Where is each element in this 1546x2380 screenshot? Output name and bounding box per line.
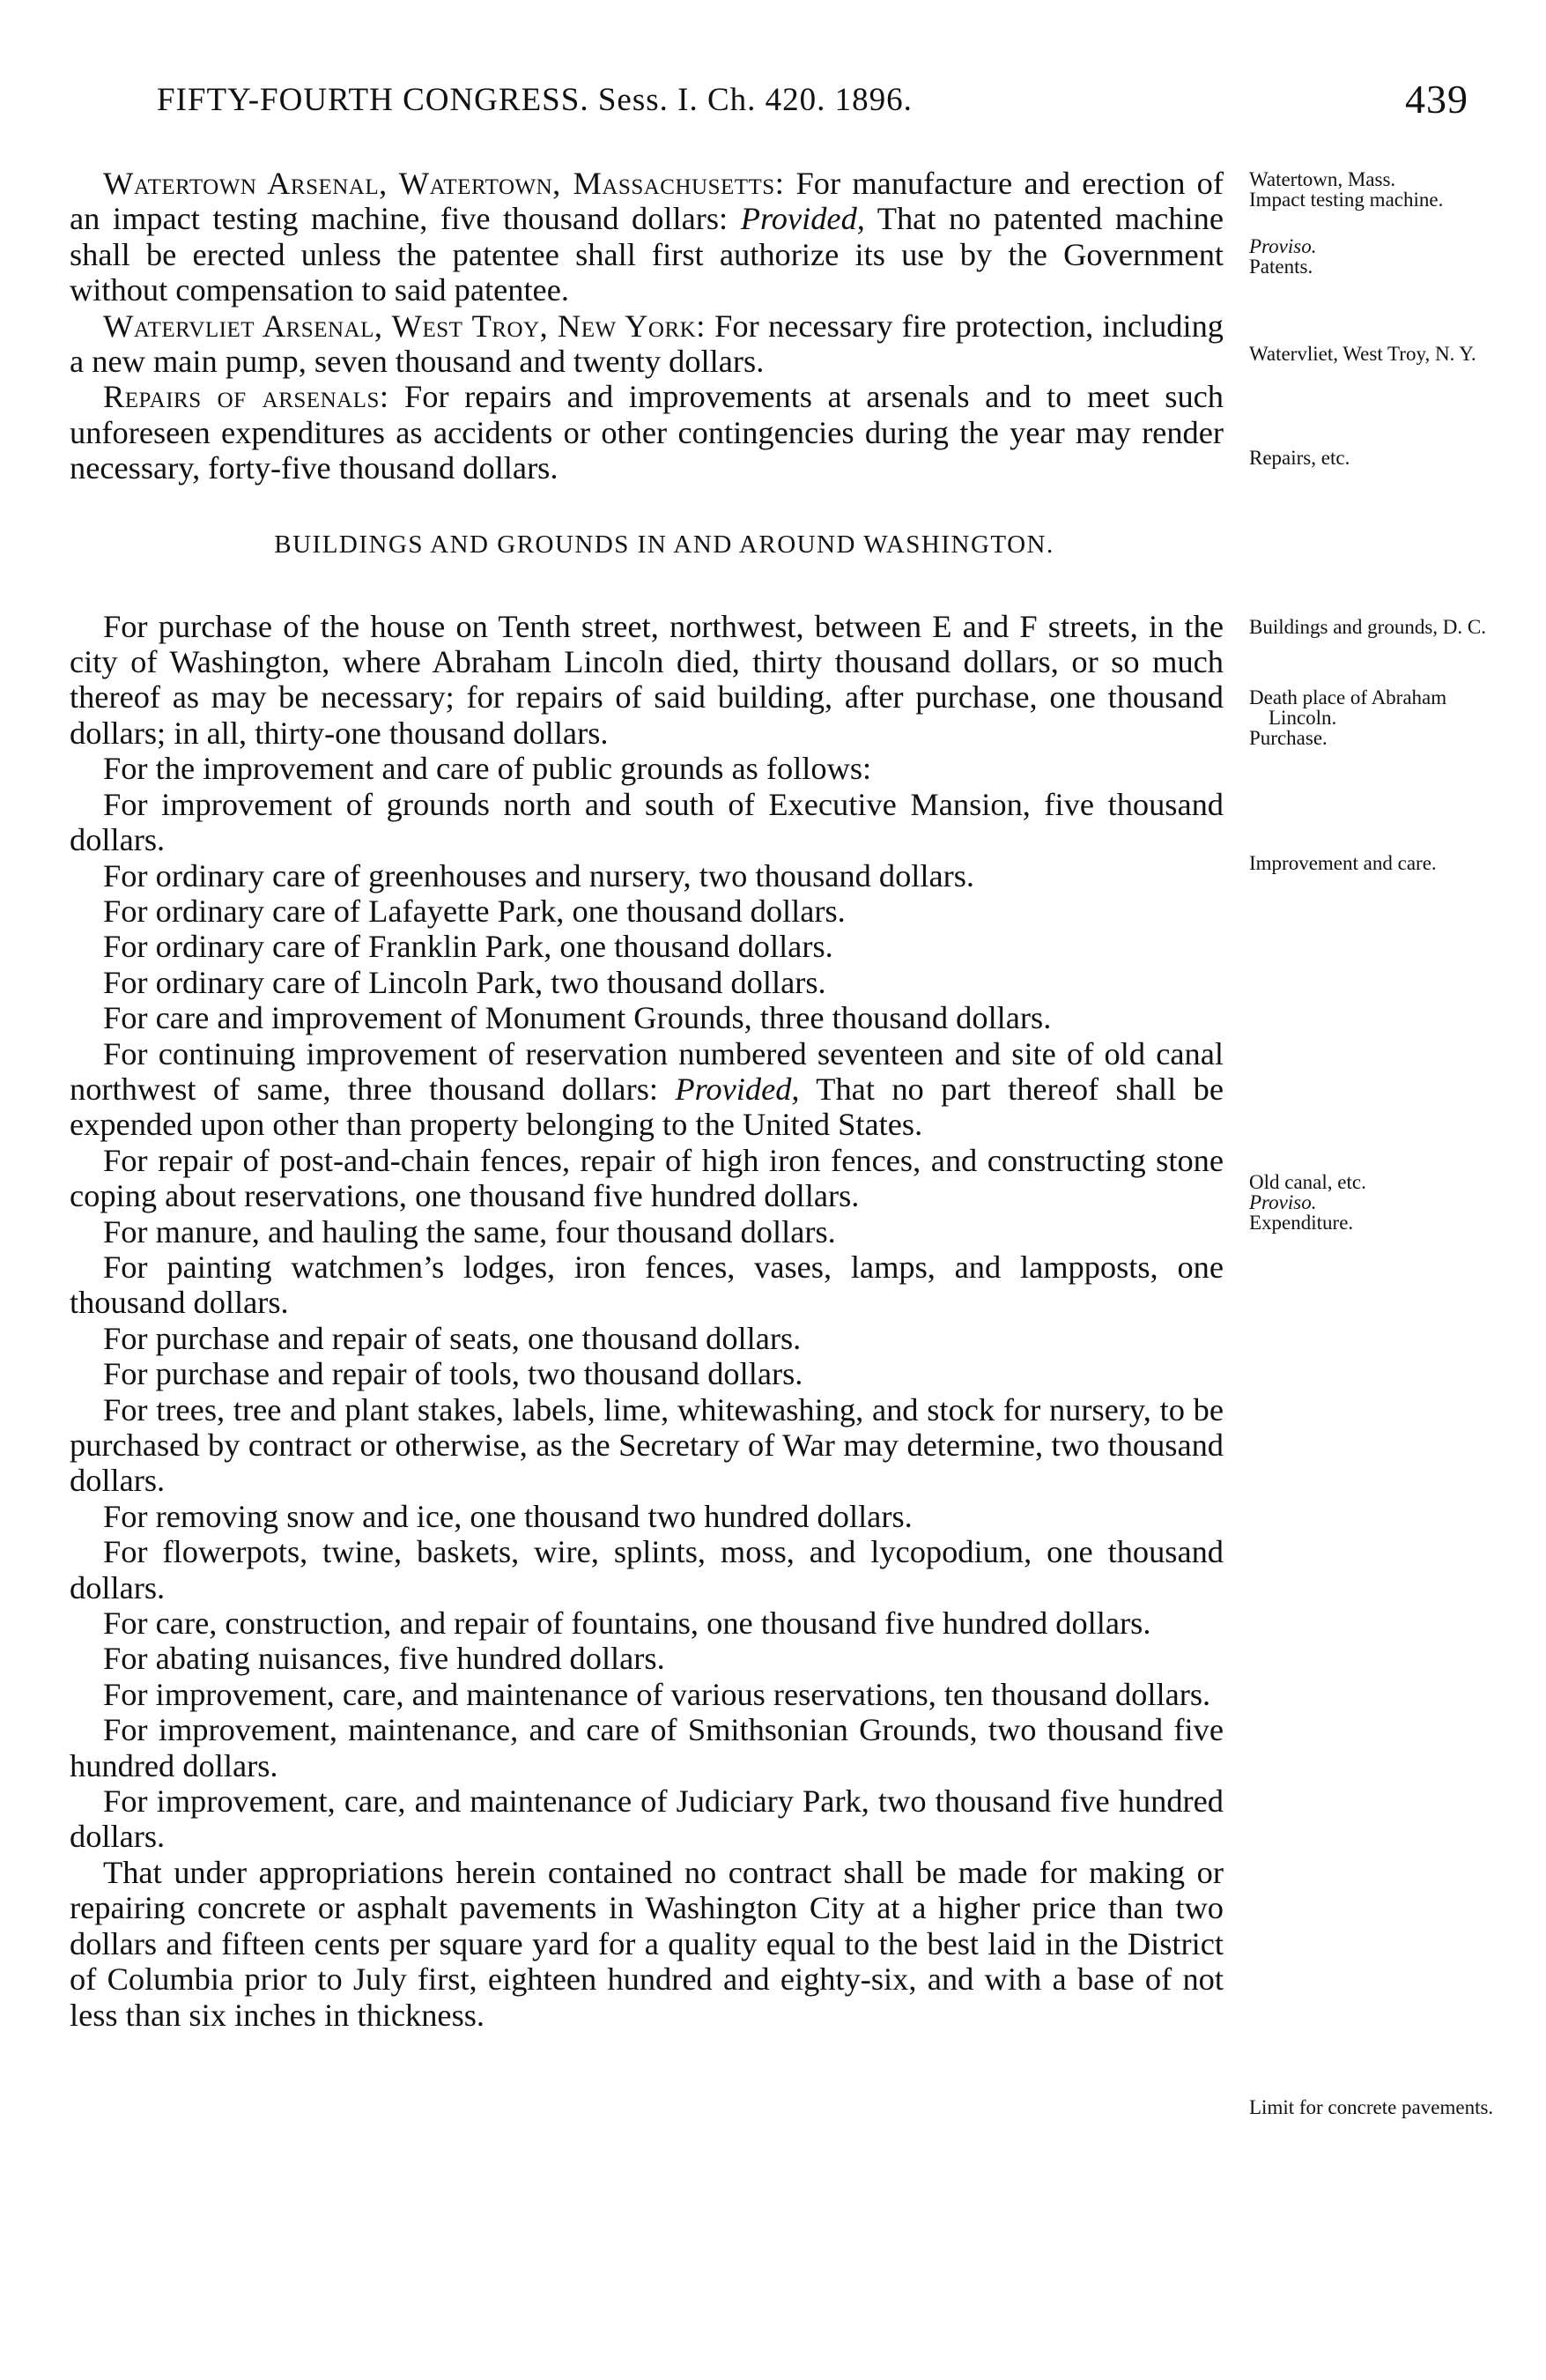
margin-note-line: Proviso. bbox=[1249, 235, 1317, 257]
margin-note-line: Watervliet, West Troy, N. Y. bbox=[1249, 343, 1476, 365]
list-item: That under appropriations herein contained no contract shall be made for making or repairing concrete or asphalt pavements in Washington City at a higher price than two dollars and fifteen cents per square yard for a quality equal to the best laid in the District of Columbia prior to July first, eighteen hundred and eighty-six, and with a base of not less than six inches in thickness. bbox=[70, 1854, 1224, 2033]
paragraph-tail: That no part thereof shall be expended upon other than property belonging to the United States. bbox=[70, 1071, 1224, 1143]
paragraph-lead: Watertown Arsenal, Watertown, Massachusetts: bbox=[103, 166, 785, 201]
list-item: For ordinary care of greenhouses and nursery, two thousand dollars. bbox=[103, 857, 975, 893]
main-text-column bbox=[70, 166, 1224, 2033]
paragraph-lead: Watervliet Arsenal, West Troy, New York: bbox=[103, 308, 706, 344]
list-item: For purchase and repair of seats, one thousand dollars. bbox=[103, 1320, 802, 1356]
list-item: For purchase of the house on Tenth street, northwest, between E and F streets, in the city of Washington, where Abraham Lincoln died, thirty thousand dollars, or so much thereof as may be necessary; for repairs of said building, after purchase, one thousand dollars; in all, thirty-one thousand dollars. bbox=[70, 608, 1224, 751]
paragraph-repairs bbox=[70, 379, 1224, 486]
paragraph-text: For necessary fire protection, including a new main pump, seven thousand and twenty dollars. bbox=[70, 308, 1224, 380]
margin-note-line: Repairs, etc. bbox=[1249, 447, 1350, 469]
list-item: For improvement of grounds north and south of Executive Mansion, five thousand dollars. bbox=[70, 786, 1224, 858]
list-item: For removing snow and ice, one thousand two hundred dollars. bbox=[103, 1498, 913, 1534]
margin-note-line: Impact testing machine. bbox=[1249, 189, 1444, 211]
paragraph-watertown bbox=[70, 166, 1224, 308]
paragraph-text: For manufacture and erection of an impact testing machine, five thousand dollars: bbox=[70, 166, 1224, 237]
page-number: 439 bbox=[1405, 77, 1468, 122]
list-item: For purchase and repair of tools, two thousand dollars. bbox=[103, 1356, 803, 1392]
list-item: For care and improvement of Monument Grounds, three thousand dollars. bbox=[103, 1000, 1052, 1036]
paragraph-lead: Repairs of arsenals: bbox=[103, 379, 389, 415]
list-item: For improvement, care, and maintenance of Judiciary Park, two thousand five hundred dollars. bbox=[70, 1783, 1224, 1855]
list-item: For ordinary care of Lafayette Park, one thousand dollars. bbox=[103, 893, 846, 929]
list-item: For painting watchmen’s lodges, iron fences, vases, lamps, and lampposts, one thousand dollars. bbox=[70, 1249, 1224, 1321]
margin-note bbox=[1249, 853, 1505, 873]
list-item-reservation bbox=[70, 1036, 1224, 1143]
margin-note-line: Old canal, etc. bbox=[1249, 1171, 1366, 1193]
margin-note bbox=[1249, 617, 1505, 637]
margin-note-line: Improvement and care. bbox=[1249, 852, 1437, 874]
margin-note bbox=[1249, 448, 1505, 468]
margin-note-line: Proviso. bbox=[1249, 1191, 1317, 1213]
list-item: For the improvement and care of public grounds as follows: bbox=[103, 751, 872, 787]
margin-note bbox=[1249, 2097, 1505, 2117]
proviso-italic: Provided, bbox=[675, 1071, 800, 1107]
list-item: For trees, tree and plant stakes, labels, lime, whitewashing, and stock for nursery, to be purchased by contract or otherwise, as the Secretary of War may determine, two thousand dollars. bbox=[70, 1391, 1224, 1499]
margin-note-line: Limit for concrete pavements. bbox=[1249, 2096, 1494, 2118]
list-item: For ordinary care of Franklin Park, one thousand dollars. bbox=[103, 929, 833, 965]
list-item: For repair of post-and-chain fences, repair of high iron fences, and constructing stone coping about reservations, one thousand five hundred dollars. bbox=[70, 1142, 1224, 1214]
paragraph-text: For repairs and improvements at arsenals and to meet such unforeseen expenditures as accidents or other contingencies during the year may render necessary, forty-five thousand dollars. bbox=[70, 379, 1224, 486]
margin-note-line: Expenditure. bbox=[1249, 1212, 1354, 1234]
margin-note bbox=[1249, 236, 1505, 277]
margin-note-line: Purchase. bbox=[1249, 727, 1328, 749]
list-item: For care, construction, and repair of fountains, one thousand five hundred dollars. bbox=[103, 1605, 1151, 1642]
list-item: For abating nuisances, five hundred dollars. bbox=[103, 1641, 665, 1677]
margin-note-line: Buildings and grounds, D. C. bbox=[1249, 616, 1486, 638]
list-item: For flowerpots, twine, baskets, wire, splints, moss, and lycopodium, one thousand dollars. bbox=[70, 1534, 1224, 1605]
proviso-italic: Provided, bbox=[740, 201, 865, 237]
margin-note bbox=[1249, 687, 1505, 748]
page-header bbox=[0, 0, 1546, 176]
margin-note bbox=[1249, 344, 1505, 364]
margin-note bbox=[1249, 1172, 1505, 1233]
margin-note-line: Watertown, Mass. bbox=[1249, 168, 1396, 190]
margin-note bbox=[1249, 169, 1505, 210]
list-item: For ordinary care of Lincoln Park, two thousand dollars. bbox=[103, 964, 826, 1000]
list-item: For manure, and hauling the same, four thousand dollars. bbox=[103, 1213, 836, 1249]
paragraph-text: For continuing improvement of reservation numbered seventeen and site of old canal northwest of same, three thousand dollars: bbox=[70, 1035, 1224, 1107]
running-head: FIFTY-FOURTH CONGRESS. Sess. I. Ch. 420. 1896. bbox=[157, 82, 913, 118]
section-heading bbox=[70, 530, 1224, 560]
paragraph-watervliet bbox=[70, 308, 1224, 380]
margin-note-line: Patents. bbox=[1249, 256, 1313, 278]
paragraph-tail: That no patented machine shall be erected unless the patentee shall first authorize its use by the Government without compensation to said patentee. bbox=[70, 201, 1224, 308]
section-heading-text: BUILDINGS AND GROUNDS IN AND AROUND WASHINGTON. bbox=[274, 530, 1054, 559]
list-item: For improvement, maintenance, and care of Smithsonian Grounds, two thousand five hundred dollars. bbox=[70, 1712, 1224, 1783]
margin-note-line: Death place of Abraham Lincoln. bbox=[1249, 686, 1447, 729]
list-item: For improvement, care, and maintenance of various reservations, ten thousand dollars. bbox=[103, 1676, 1211, 1712]
